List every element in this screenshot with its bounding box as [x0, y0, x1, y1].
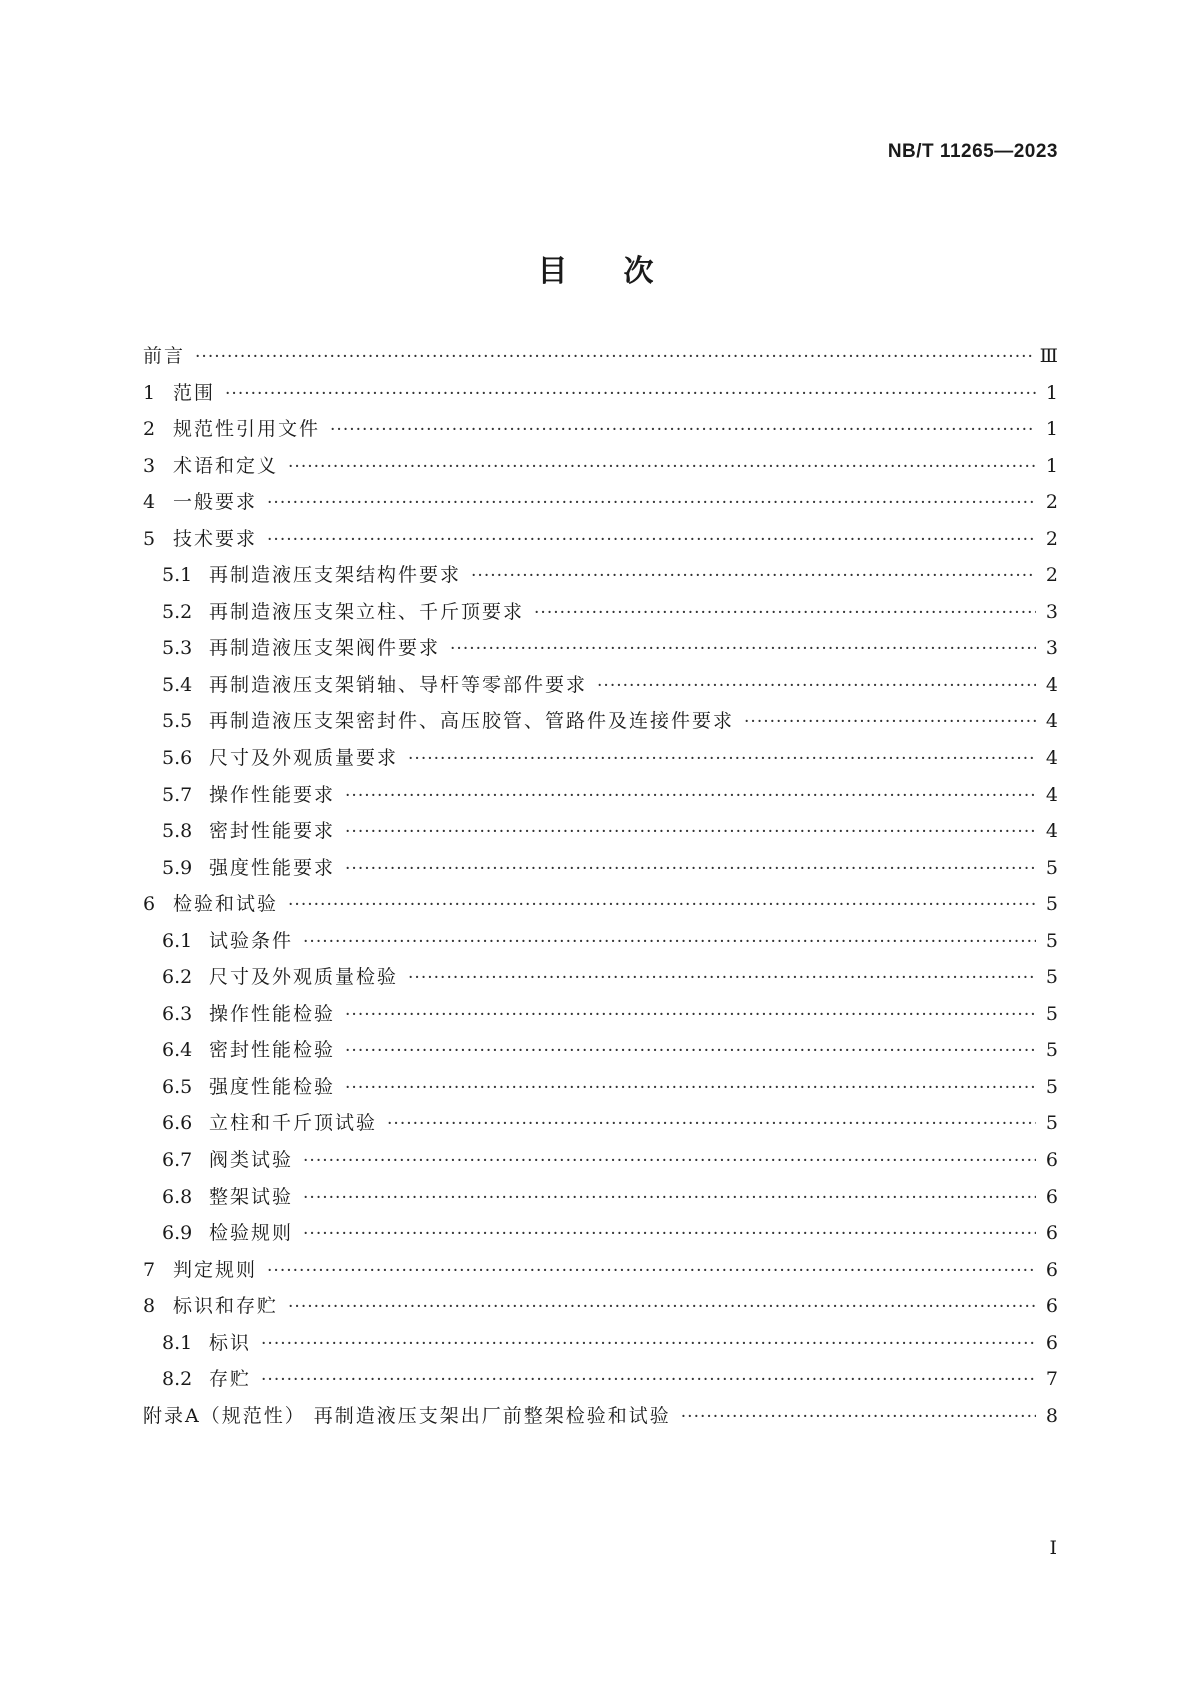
toc-dot-leader: [681, 1399, 1036, 1436]
toc-entry-number: 6.9: [162, 1222, 193, 1245]
toc-dot-leader: [288, 449, 1036, 486]
toc-dot-leader: [195, 339, 1032, 376]
toc-entry-number: 5.1: [162, 564, 193, 587]
toc-dot-leader: [534, 595, 1036, 632]
toc-dot-leader: [597, 668, 1036, 705]
toc-entry-number: 6.5: [162, 1075, 193, 1098]
toc-entry-page: 5: [1045, 1039, 1058, 1062]
toc-entry[interactable]: [143, 740, 1058, 777]
toc-entry[interactable]: [143, 1179, 1058, 1216]
toc-entry-title: 操作性能要求: [209, 783, 336, 806]
toc-entry-page: 2: [1045, 491, 1058, 514]
toc-entry[interactable]: [143, 1398, 1058, 1435]
toc-entry-page: 5: [1045, 929, 1058, 952]
toc-dot-leader: [261, 1326, 1036, 1363]
toc-entry-number: 4: [143, 491, 156, 514]
toc-entry[interactable]: [143, 594, 1058, 631]
toc-dot-leader: [288, 1289, 1036, 1326]
toc-dot-leader: [303, 1216, 1036, 1253]
toc-entry[interactable]: [143, 1252, 1058, 1289]
toc-entry-title: 强度性能要求: [209, 856, 336, 879]
toc-entry-page: 4: [1045, 710, 1058, 733]
toc-entry[interactable]: [143, 959, 1058, 996]
toc-dot-leader: [345, 851, 1036, 888]
toc-entry[interactable]: [143, 850, 1058, 887]
toc-entry-title: 一般要求: [173, 491, 258, 514]
toc-entry[interactable]: [143, 886, 1058, 923]
toc-entry-page: Ⅲ: [1039, 345, 1058, 367]
toc-dot-leader: [387, 1106, 1036, 1143]
toc-entry-title: 再制造液压支架结构件要求: [209, 564, 462, 587]
toc-dot-leader: [345, 814, 1036, 851]
toc-entry[interactable]: [143, 1288, 1058, 1325]
toc-entry-number: 6.1: [162, 929, 193, 952]
toc-entry[interactable]: [143, 1215, 1058, 1252]
toc-entry-title: 范围: [173, 381, 216, 404]
toc-entry-page: 4: [1045, 820, 1058, 843]
toc-entry-title: 标识和存贮: [173, 1295, 279, 1318]
toc-dot-leader: [345, 1070, 1036, 1107]
toc-entry[interactable]: [143, 630, 1058, 667]
toc-entry-page: 2: [1045, 564, 1058, 587]
toc-entry-number: 6.2: [162, 966, 193, 989]
toc-entry[interactable]: [143, 777, 1058, 814]
toc-entry-title: 存贮: [209, 1368, 252, 1391]
toc-entry-title: 前言: [143, 345, 186, 367]
toc-entry-title: 检验规则: [209, 1222, 294, 1245]
toc-entry-page: 4: [1045, 673, 1058, 696]
toc-entry-title: 规范性引用文件: [173, 418, 321, 441]
toc-entry[interactable]: [143, 1142, 1058, 1179]
toc-entry[interactable]: [143, 448, 1058, 485]
toc-entry-page: 6: [1045, 1185, 1058, 1208]
toc-entry-number: 5: [143, 527, 156, 550]
toc-dot-leader: [267, 522, 1036, 559]
toc-dot-leader: [267, 1253, 1036, 1290]
toc-entry-page: 5: [1045, 893, 1058, 916]
toc-entry-title: 密封性能要求: [209, 820, 336, 843]
toc-entry-page: 6: [1045, 1295, 1058, 1318]
toc-entry-title: 操作性能检验: [209, 1002, 336, 1025]
toc-dot-leader: [288, 887, 1036, 924]
toc-entry-title: 强度性能检验: [209, 1075, 336, 1098]
toc-entry[interactable]: [143, 996, 1058, 1033]
toc-entry-number: 6.6: [162, 1112, 193, 1135]
toc-entry[interactable]: [143, 667, 1058, 704]
toc-entry-page: 5: [1045, 966, 1058, 989]
toc-entry[interactable]: [143, 813, 1058, 850]
toc-entry-page: 6: [1045, 1222, 1058, 1245]
toc-entry[interactable]: [143, 375, 1058, 412]
toc-entry-number: 6.8: [162, 1185, 193, 1208]
toc-dot-leader: [303, 1180, 1036, 1217]
toc-dot-leader: [450, 631, 1036, 668]
toc-dot-leader: [345, 778, 1036, 815]
toc-entry-title: 标识: [209, 1331, 252, 1354]
toc-entry-title: 附录A（规范性） 再制造液压支架出厂前整架检验和试验: [143, 1404, 671, 1427]
toc-dot-leader: [408, 741, 1036, 778]
toc-dot-leader: [267, 485, 1036, 522]
toc-entry[interactable]: [143, 557, 1058, 594]
toc-dot-leader: [303, 1143, 1036, 1180]
toc-entry-number: 5.5: [162, 710, 193, 733]
toc-entry-page: 8: [1045, 1404, 1058, 1427]
toc-entry-page: 4: [1045, 783, 1058, 806]
toc-dot-leader: [330, 412, 1036, 449]
toc-dot-leader: [744, 704, 1036, 741]
toc-entry-number: 5.3: [162, 637, 193, 660]
toc-entry-page: 1: [1045, 454, 1058, 477]
toc-entry[interactable]: [143, 338, 1058, 375]
toc-entry-number: 6: [143, 893, 156, 916]
toc-entry-page: 1: [1045, 418, 1058, 441]
toc-dot-leader: [345, 997, 1036, 1034]
toc-dot-leader: [408, 960, 1036, 997]
toc-entry[interactable]: [143, 703, 1058, 740]
toc-entry-title: 再制造液压支架阀件要求: [209, 637, 441, 660]
table-of-contents: [143, 338, 1058, 1434]
toc-entry-number: 7: [143, 1258, 156, 1281]
toc-entry-title: 检验和试验: [173, 893, 279, 916]
toc-entry-page: 5: [1045, 1112, 1058, 1135]
toc-entry-number: 8.2: [162, 1368, 193, 1391]
toc-entry[interactable]: [143, 521, 1058, 558]
toc-entry-title: 立柱和千斤顶试验: [209, 1112, 378, 1135]
toc-entry-number: 8: [143, 1295, 156, 1318]
toc-entry-number: 1: [143, 381, 156, 404]
toc-entry-page: 5: [1045, 856, 1058, 879]
toc-entry-page: 6: [1045, 1258, 1058, 1281]
toc-dot-leader: [471, 558, 1036, 595]
toc-entry[interactable]: [143, 1105, 1058, 1142]
page-title: 目次: [537, 254, 710, 289]
toc-entry-page: 3: [1045, 637, 1058, 660]
toc-entry-number: 5.4: [162, 673, 193, 696]
standard-code: NB/T 11265—2023: [887, 141, 1058, 162]
toc-entry-page: 6: [1045, 1149, 1058, 1172]
toc-dot-leader: [225, 376, 1036, 413]
toc-entry[interactable]: [143, 1069, 1058, 1106]
toc-dot-leader: [303, 924, 1036, 961]
toc-entry-title: 术语和定义: [173, 454, 279, 477]
page-number: Ⅰ: [1049, 1537, 1057, 1559]
toc-entry[interactable]: [143, 484, 1058, 521]
toc-entry[interactable]: [143, 411, 1058, 448]
toc-dot-leader: [345, 1033, 1036, 1070]
toc-entry-title: 再制造液压支架立柱、千斤顶要求: [209, 600, 525, 623]
toc-entry-title: 尺寸及外观质量要求: [209, 747, 399, 770]
toc-entry-number: 5.6: [162, 747, 193, 770]
toc-entry-number: 3: [143, 454, 156, 477]
toc-entry-number: 6.7: [162, 1149, 193, 1172]
toc-entry-number: 5.7: [162, 783, 193, 806]
toc-entry-page: 2: [1045, 527, 1058, 550]
toc-entry[interactable]: [143, 1361, 1058, 1398]
toc-entry-title: 再制造液压支架密封件、高压胶管、管路件及连接件要求: [209, 710, 735, 733]
toc-entry-title: 技术要求: [173, 527, 258, 550]
toc-entry-number: 6.3: [162, 1002, 193, 1025]
toc-entry-number: 8.1: [162, 1331, 193, 1354]
toc-entry[interactable]: [143, 923, 1058, 960]
toc-entry-page: 5: [1045, 1075, 1058, 1098]
toc-entry-page: 1: [1045, 381, 1058, 404]
toc-entry[interactable]: [143, 1325, 1058, 1362]
toc-entry-page: 5: [1045, 1002, 1058, 1025]
toc-entry-title: 再制造液压支架销轴、导杆等零部件要求: [209, 673, 588, 696]
toc-entry-number: 6.4: [162, 1039, 193, 1062]
toc-entry-title: 试验条件: [209, 929, 294, 952]
toc-entry-number: 5.2: [162, 600, 193, 623]
toc-entry[interactable]: [143, 1032, 1058, 1069]
toc-entry-title: 整架试验: [209, 1185, 294, 1208]
toc-dot-leader: [261, 1362, 1036, 1399]
toc-entry-title: 密封性能检验: [209, 1039, 336, 1062]
toc-entry-page: 6: [1045, 1331, 1058, 1354]
toc-entry-number: 5.8: [162, 820, 193, 843]
toc-entry-title: 阀类试验: [209, 1149, 294, 1172]
toc-entry-page: 3: [1045, 600, 1058, 623]
toc-entry-title: 尺寸及外观质量检验: [209, 966, 399, 989]
toc-entry-title: 判定规则: [173, 1258, 258, 1281]
toc-entry-page: 4: [1045, 747, 1058, 770]
toc-entry-page: 7: [1045, 1368, 1058, 1391]
toc-entry-number: 5.9: [162, 856, 193, 879]
toc-entry-number: 2: [143, 418, 156, 441]
